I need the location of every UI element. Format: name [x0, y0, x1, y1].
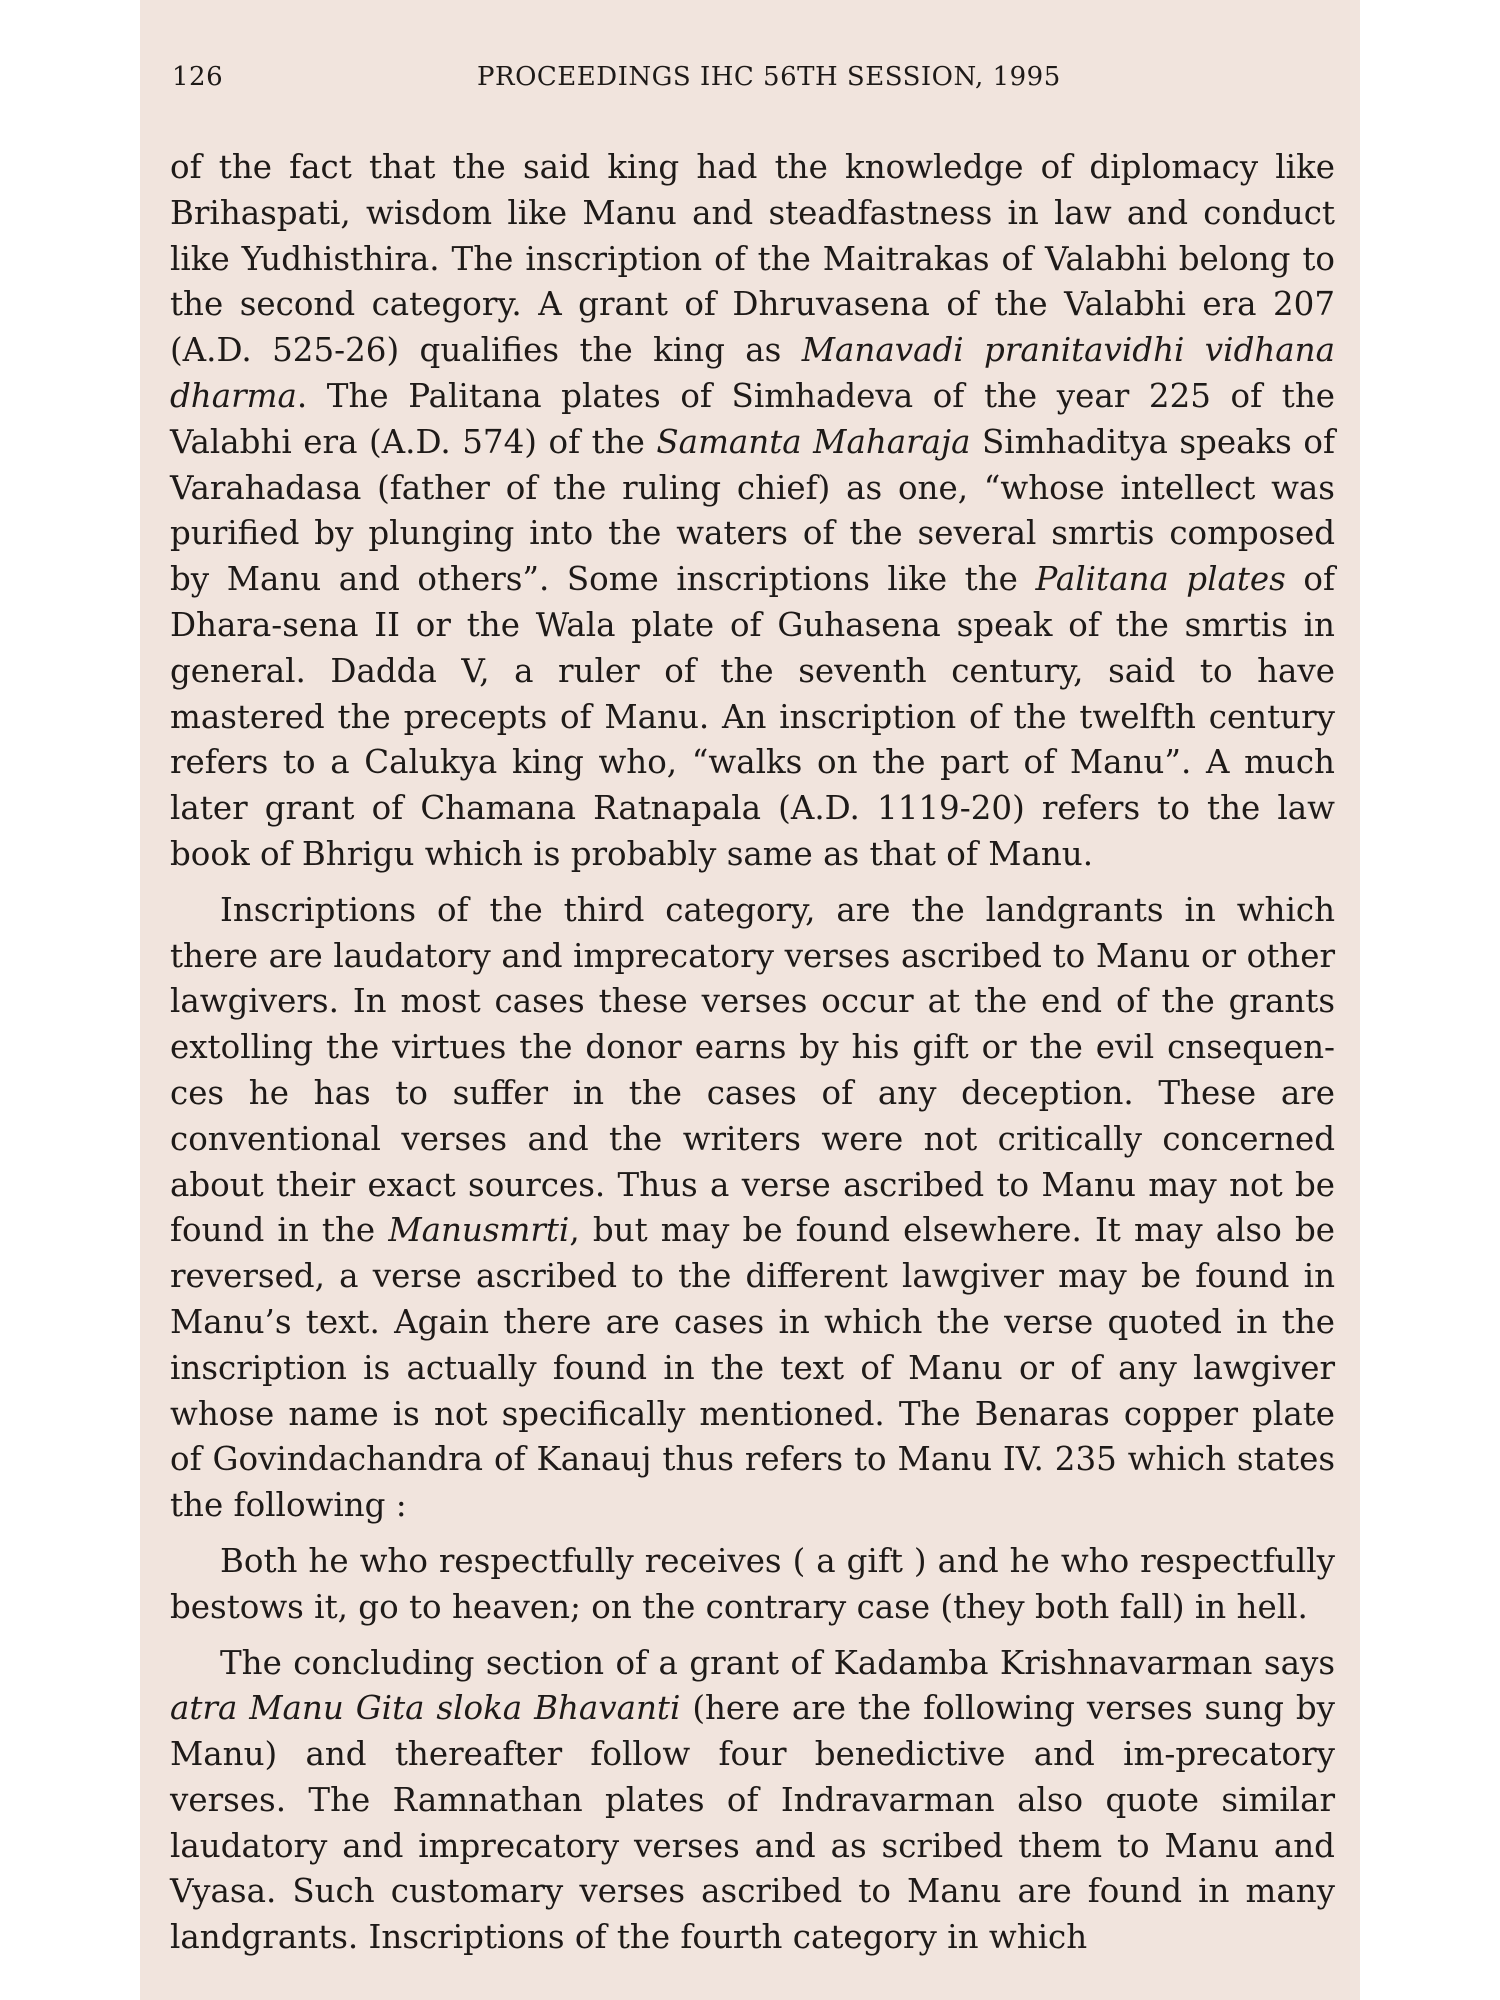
- text-run: , but may be found elsewhere. It may also be reversed, a verse ascribed to the different lawgiver may be found in Manu’s text. Again there are cases in which the verse quoted in the inscription is actually found in the text of Manu or of any lawgiver whose name is not specifically mentioned. The Benaras copper plate of Govindachandra of Kanauj thus refers to Manu IV. 235 which states the following :: [170, 1211, 1335, 1525]
- paragraph: [170, 1641, 1335, 1962]
- italic-term: Manusmrti: [388, 1211, 570, 1250]
- page-number: 126: [172, 62, 224, 92]
- text-run: The concluding section of a grant of Kadamba Krishnavarman says: [220, 1643, 1335, 1682]
- text-run: . The Palitana plates of Simhadeva of the year 225 of the Valabhi era (A.D. 574) of the: [170, 376, 1335, 461]
- text-run: Simhaditya speaks of Varahadasa (father of the ruling chief) as one, “whose intellect was purified by plunging into the waters of the several smrtis composed by Manu and others”. Some inscriptions like the: [170, 422, 1335, 599]
- running-title: PROCEEDINGS IHC 56TH SESSION, 1995: [477, 62, 1061, 92]
- body-text: [170, 145, 1335, 1961]
- text-run: Inscriptions of the third category, are the landgrants in which there are laudatory and imprecatory verses ascribed to Manu or other lawgivers. In most cases these verses occur at the end of the grants extolling the virtues the donor earns by his gift or the evil cnsequen-ces he has to suffer in the cases of any deception. These are conventional verses and the writers were not critically concerned about their exact sources. Thus a verse ascribed to Manu may not be found in the: [170, 890, 1335, 1250]
- italic-term: Palitana plates: [1035, 560, 1286, 599]
- text-run: Both he who respectfully receives ( a gift ) and he who respectfully bestows it, go to heaven; on the contrary case (they both fall) in hell.: [170, 1541, 1335, 1626]
- quotation-paragraph: [170, 1539, 1335, 1631]
- paragraph: [170, 145, 1335, 878]
- page-header: [172, 62, 1320, 102]
- italic-term: Manavadi pranitavidhi vidhana dharma: [170, 331, 1335, 415]
- italic-term: atra Manu Gita sloka Bhavanti: [170, 1689, 681, 1728]
- text-run: of Dhara-sena II or the Wala plate of Guhasena speak of the smrtis in general. Dadda V, a ruler of the seventh century, said to have mastered the precepts of Manu. An inscription of the twelfth century refers to a Calukya king who, “walks on the part of Manu”. A much later grant of Chamana Ratnapala (A.D. 1119-20) refers to the law book of Bhrigu which is probably same as that of Manu.: [170, 560, 1335, 873]
- text-run: (here are the following verses sung by Manu) and thereafter follow four benedictive and im-precatory verses. The Ramnathan plates of Indravarman also quote similar laudatory and imprecatory verses and as scribed them to Manu and Vyasa. Such customary verses ascribed to Manu are found in many landgrants. Inscriptions of the fourth category in which: [170, 1689, 1335, 1957]
- text-run: of the fact that the said king had the knowledge of diplomacy like Brihaspati, wisdom like Manu and steadfastness in law and conduct like Yudhisthira. The inscription of the Maitrakas of Valabhi belong to the second category. A grant of Dhruvasena of the Valabhi era 207 (A.D. 525-26) qualifies the king as: [170, 148, 1335, 370]
- italic-term: Samanta Maharaja: [656, 422, 971, 461]
- paragraph: [170, 888, 1335, 1529]
- book-page: [140, 0, 1360, 2000]
